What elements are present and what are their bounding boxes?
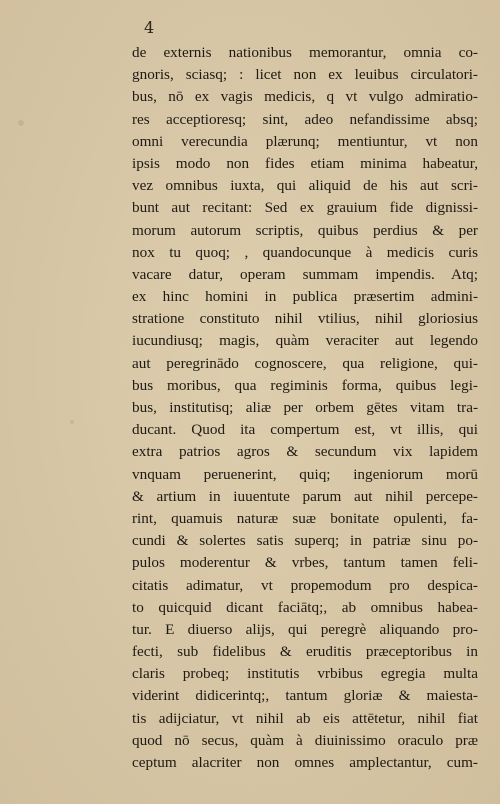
text-line: aut peregrinādo cognoscere, qua religione, qui-: [132, 354, 478, 372]
body-text: [132, 42, 478, 774]
text-line: vnquam peruenerint, quiq; ingeniorum morū: [132, 465, 478, 483]
text-line: ceptum alacriter non omnes amplectantur, cum-: [132, 754, 478, 771]
text-line: quod nō secus, quàm à diuinissimo oraculo præ: [132, 731, 478, 749]
text-line: bus, institutisq; aliæ per orbem gētes vitam tra-: [132, 399, 478, 416]
text-line: ducant. Quod ita compertum est, vt illis, qui: [132, 421, 478, 439]
text-line: vacare datur, operam summam impendis. Atq;: [132, 265, 478, 283]
text-line: viderint didicerintq;, tantum gloriæ & maiesta-: [132, 687, 478, 705]
text-line: pulos moderentur & vrbes, tantum tamen feli-: [132, 554, 478, 572]
text-line: stratione constituto nihil vtilius, nihil gloriosius: [132, 310, 478, 328]
text-line: extra patrios agros & secundum vix lapidem: [132, 443, 478, 461]
text-line: res acceptioresq; sint, adeo nefandissime absq;: [132, 110, 478, 128]
paper-spot: [18, 120, 24, 126]
text-line: tur. E diuerso alijs, qui peregrè aliquando pro-: [132, 620, 478, 638]
page-number: 4: [144, 18, 155, 37]
text-line: claris probeq; institutis vrbibus egregia multa: [132, 665, 478, 683]
text-line: citatis adimatur, vt propemodum pro despica-: [132, 576, 478, 594]
text-line: tis adijciatur, vt nihil ab eis attētetur, nihil fiat: [132, 709, 478, 727]
text-line: & artium in iuuentute parum aut nihil percepe-: [132, 487, 478, 505]
text-line: iucundiusq; magis, quàm veraciter aut legendo: [132, 332, 478, 350]
text-line: de externis nationibus memorantur, omnia co-: [132, 44, 478, 61]
text-line: bunt aut recitant: Sed ex grauium fide dignissi-: [132, 199, 478, 217]
text-line: nox tu quoq; , quandocunque à medicis curis: [132, 243, 478, 261]
paper-spot: [70, 420, 74, 424]
text-line: cundi & solertes satis superq; in patriæ sinu po-: [132, 532, 478, 550]
text-line: ipsis modo non fides etiam minima habeatur,: [132, 154, 478, 172]
text-line: vez omnibus iuxta, qui aliquid de his aut scri-: [132, 177, 478, 195]
text-line: fecti, sub fidelibus & eruditis præceptoribus in: [132, 643, 478, 661]
text-line: ex hinc homini in publica præsertim admini-: [132, 288, 478, 306]
text-line: morum autorum scriptis, quibus perdius & per: [132, 221, 478, 239]
text-line: gnoris, sciasq; : licet non ex leuibus circulatori-: [132, 66, 478, 84]
text-line: bus, nō ex vagis medicis, q vt vulgo admiratio-: [132, 88, 478, 106]
text-line: bus moribus, qua regiminis forma, quibus legi-: [132, 376, 478, 394]
text-line: omni verecundia plærunq; mentiuntur, vt non: [132, 132, 478, 150]
text-line: rint, quamuis naturæ suæ bonitate opulenti, fa-: [132, 509, 478, 527]
text-line: to quicquid dicant faciātq;, ab omnibus habea-: [132, 598, 478, 616]
